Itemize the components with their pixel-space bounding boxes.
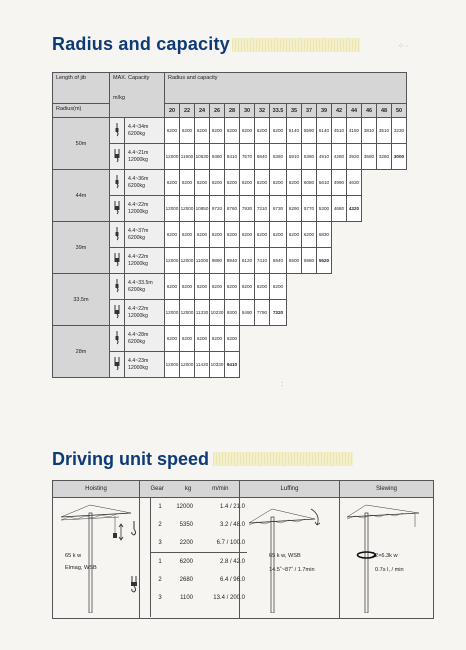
capacity-cell: 6200 [240,170,255,196]
empty-cell [317,300,332,326]
capacity-cell: 3920 [347,144,362,170]
capacity-cell: 7570 [240,144,255,170]
capacity-cell: 6200 [165,274,180,300]
capacity-cell: 10530 [195,144,210,170]
capacity-cell: 4680 [332,196,347,222]
capacity-cell: 6200 [180,170,195,196]
double-hook-icon [110,352,125,378]
load-max: 6200kg [128,338,146,345]
capacity-cell: 6200 [255,118,270,144]
capacity-cell: 4510 [332,118,347,144]
max-capacity-cell [125,326,165,352]
slew-speed: 0.7s l, / min [375,567,404,573]
capacity-cell: 12000 [165,248,180,274]
gear-kg-cell: 2200 [179,540,193,546]
capacity-cell: 6200 [195,274,210,300]
max-capacity-cell [125,300,165,326]
empty-cell [362,326,377,352]
hook-single-icon [129,521,139,537]
empty-cell [377,352,392,378]
empty-cell [392,326,407,352]
load-max: 6200kg [128,182,146,189]
radius-header-cell: 33.5 [270,104,287,118]
capacity-cell: 6200 [180,118,195,144]
gear-gear-cell: 3 [158,595,162,601]
header-gear: Gear [150,486,164,492]
capacity-cell: 5830 [317,222,332,248]
empty-cell [362,196,377,222]
load-range: 4.4~34m [128,123,149,130]
capacity-cell: 8490 [240,300,255,326]
capacity-cell: 10850 [195,196,210,222]
capacity-cell: 9720 [210,196,225,222]
header-mkg: m/kg [113,95,125,101]
single-hook-icon [110,170,125,196]
radius-header-cell: 46 [362,104,377,118]
capacity-cell: 6200 [255,274,270,300]
gear-mmin-cell: 6.4 / 96.0 [219,577,245,583]
load-range: 4.4~33.5m [128,279,153,286]
capacity-cell: 6200 [255,170,270,196]
header-hoisting: Hoisting [53,481,139,498]
empty-cell [362,300,377,326]
load-range: 4.4~22m [128,201,149,208]
header-radius: Radius(m) [53,104,110,118]
single-hook-icon [110,118,125,144]
max-capacity-cell [125,144,165,170]
empty-cell [392,170,407,196]
capacity-cell: 6200 [165,118,180,144]
gear-row [151,589,247,607]
empty-cell [332,222,347,248]
empty-cell [287,274,302,300]
capacity-cell: 12000 [180,300,195,326]
capacity-cell: 4320 [347,196,362,222]
empty-cell [302,326,317,352]
capacity-cell: 6200 [225,326,240,352]
capacity-cell: 6940 [270,248,287,274]
radius-header-cell: 50 [392,104,407,118]
empty-cell [392,300,407,326]
radius-header-cell: 42 [332,104,347,118]
jib-length-cell: 28m [53,326,110,378]
corner-mark: ⁘ · [398,43,409,50]
capacity-cell: 11330 [195,300,210,326]
empty-cell [302,352,317,378]
gear-speed-table [151,498,247,607]
hook-double-icon [129,576,139,594]
gear-mmin-cell: 13.4 / 200.0 [213,595,245,601]
radius-header-cell: 35 [287,104,302,118]
max-capacity-cell [125,170,165,196]
capacity-cell: 6200 [270,118,287,144]
capacity-cell: 6200 [180,274,195,300]
double-hook-icon [110,144,125,170]
load-max: 6200kg [128,234,146,241]
empty-cell [287,300,302,326]
jib-length-cell: 44m [53,170,110,222]
capacity-cell: 5520 [317,248,332,274]
max-capacity-cell [125,118,165,144]
load-range: 4.4~28m [128,331,149,338]
empty-cell [240,326,255,352]
capacity-cell: 7790 [255,300,270,326]
capacity-cell: 12000 [180,352,195,378]
capacity-cell: 6200 [210,274,225,300]
empty-cell [332,274,347,300]
empty-cell [392,352,407,378]
empty-cell [347,300,362,326]
load-max: 12000kg [128,156,148,163]
capacity-cell: 6200 [225,274,240,300]
gear-row [151,498,247,516]
empty-cell [287,326,302,352]
capacity-table [52,72,407,378]
empty-cell [377,326,392,352]
empty-cell [255,326,270,352]
section-decor-bar [213,452,353,466]
capacity-cell: 12000 [165,300,180,326]
capacity-cell: 4630 [347,170,362,196]
luff-power: 65 k w, WSB [269,553,301,559]
capacity-cell: 4990 [332,170,347,196]
capacity-cell: 11000 [195,248,210,274]
gear-row [151,534,247,553]
load-range: 4.4~21m [128,149,149,156]
load-range: 4.4~23m [128,357,149,364]
header-slewing: Slewing [340,481,433,498]
empty-cell [270,352,287,378]
empty-cell [302,274,317,300]
gear-kg-cell: 1100 [180,595,193,601]
capacity-cell: 11420 [195,352,210,378]
radius-header-cell: 32 [255,104,270,118]
gear-kg-cell: 6200 [169,553,195,572]
gear-gear-cell: 1 [158,504,162,510]
capacity-cell: 6200 [210,222,225,248]
load-range: 4.4~22m [128,253,149,260]
empty-cell [362,248,377,274]
radius-header-cell: 28 [225,104,240,118]
luff-speed: 14.5˚~87˚ / 1.7min [269,567,315,573]
capacity-cell: 11900 [180,144,195,170]
empty-cell [362,222,377,248]
capacity-cell: 6200 [195,118,210,144]
empty-cell [255,352,270,378]
radius-header-cell: 20 [165,104,180,118]
radius-header-cell: 22 [180,104,195,118]
capacity-cell: 6200 [180,326,195,352]
gear-kg-cell: 2680 [179,577,193,583]
capacity-cell: 6200 [270,170,287,196]
capacity-cell: 12000 [165,196,180,222]
gear-gear-cell: 1 [151,553,169,572]
capacity-cell: 9380 [210,144,225,170]
max-capacity-cell [125,222,165,248]
empty-cell [332,352,347,378]
empty-cell [332,326,347,352]
slew-power: 2×6.3k w [375,553,398,559]
header-mmin: m/min [212,486,229,492]
radius-header-cell: 30 [240,104,255,118]
capacity-cell: 4910 [317,144,332,170]
capacity-cell: 12000 [180,196,195,222]
max-capacity-cell [125,196,165,222]
radius-header-cell: 39 [317,104,332,118]
load-max: 6200kg [128,130,146,137]
capacity-cell: 6200 [165,222,180,248]
capacity-cell: 3580 [362,144,377,170]
capacity-cell: 6200 [255,222,270,248]
empty-cell [317,326,332,352]
gear-gear-cell: 2 [158,577,162,583]
empty-cell [332,248,347,274]
capacity-cell: 6200 [240,222,255,248]
hoist-type: Elmag, WSB [65,565,97,571]
capacity-cell: 6200 [240,118,255,144]
empty-cell [347,352,362,378]
capacity-cell: 6200 [225,118,240,144]
empty-cell [317,274,332,300]
empty-cell [377,222,392,248]
empty-cell [332,300,347,326]
gear-row [151,516,247,534]
header-length-of-jib: Length of jib [53,73,110,104]
empty-cell [377,300,392,326]
empty-cell [377,248,392,274]
double-hook-icon [110,300,125,326]
header-kg: kg [184,486,192,492]
load-max: 12000kg [128,208,148,215]
radius-header-cell: 37 [302,104,317,118]
capacity-cell: 6200 [225,170,240,196]
capacity-cell: 7930 [240,196,255,222]
empty-cell [377,274,392,300]
gear-mmin-cell: 2.8 / 42.0 [195,553,247,572]
capacity-cell: 3810 [362,118,377,144]
jib-length-cell: 39m [53,222,110,274]
capacity-cell: 6730 [270,196,287,222]
capacity-cell: 3280 [377,144,392,170]
jib-length-cell: 33.5m [53,274,110,326]
capacity-cell: 10330 [210,352,225,378]
empty-cell [347,248,362,274]
capacity-cell: 8120 [240,248,255,274]
capacity-cell: 6360 [270,144,287,170]
capacity-cell: 5770 [302,196,317,222]
radius-header-cell: 48 [377,104,392,118]
capacity-cell: 5380 [302,144,317,170]
capacity-cell: 6200 [195,326,210,352]
capacity-cell: 5610 [317,170,332,196]
empty-cell [392,274,407,300]
capacity-cell: 6290 [287,196,302,222]
max-capacity-cell [125,248,165,274]
capacity-cell: 10230 [210,300,225,326]
capacity-cell: 6200 [195,170,210,196]
capacity-cell: 5980 [302,248,317,274]
load-range: 4.4~37m [128,227,149,234]
capacity-cell: 6140 [287,118,302,144]
capacity-cell: 3230 [392,118,407,144]
capacity-cell: 5140 [317,118,332,144]
header-luffing: Luffing [240,481,339,498]
capacity-cell: 8940 [225,248,240,274]
capacity-cell: 9300 [225,300,240,326]
capacity-cell: 6200 [287,222,302,248]
load-max: 12000kg [128,364,148,371]
capacity-cell: 5300 [317,196,332,222]
page-title: Radius and capacity [52,34,230,54]
capacity-cell: 3510 [377,118,392,144]
capacity-cell: 12000 [165,352,180,378]
radius-header-cell: 26 [210,104,225,118]
empty-cell [362,352,377,378]
capacity-cell: 6840 [255,144,270,170]
section-title-driving: Driving unit speed [52,449,210,469]
capacity-cell: 9890 [210,248,225,274]
capacity-cell: 6200 [240,274,255,300]
capacity-cell: 9410 [225,352,240,378]
capacity-cell: 4150 [347,118,362,144]
title-decor-bar [232,38,360,52]
capacity-cell: 6200 [210,118,225,144]
empty-cell [392,196,407,222]
capacity-cell: 6200 [225,222,240,248]
gear-gear-cell: 3 [158,540,162,546]
gear-row [151,553,247,572]
capacity-cell: 6200 [195,222,210,248]
capacity-cell: 6500 [287,248,302,274]
load-range: 4.4~22m [128,305,149,312]
single-hook-icon [110,326,125,352]
gear-kg-cell: 12000 [176,504,193,510]
speck-mark: : [281,381,283,388]
capacity-cell: 7410 [255,248,270,274]
header-max-capacity: MAX. Capacity m/kg [110,73,165,118]
single-hook-icon [110,274,125,300]
driving-table [52,480,434,619]
capacity-cell: 12000 [180,248,195,274]
empty-cell [392,248,407,274]
gear-row [151,571,247,589]
double-hook-icon [110,196,125,222]
empty-cell [362,170,377,196]
empty-cell [302,300,317,326]
gear-mmin-cell: 1.4 / 21.0 [219,504,245,510]
empty-cell [347,274,362,300]
capacity-cell: 8410 [225,144,240,170]
empty-cell [392,222,407,248]
empty-cell [240,352,255,378]
max-capacity-cell [125,274,165,300]
empty-cell [317,352,332,378]
radius-header-cell: 44 [347,104,362,118]
capacity-cell: 6200 [210,326,225,352]
capacity-cell: 6080 [302,170,317,196]
capacity-cell: 6200 [270,274,287,300]
capacity-cell: 6200 [270,222,287,248]
empty-cell [362,274,377,300]
gear-gear-cell: 2 [158,522,162,528]
load-max: 12000kg [128,312,148,319]
capacity-cell: 6200 [165,170,180,196]
empty-cell [377,196,392,222]
capacity-cell: 7210 [255,196,270,222]
empty-cell [347,326,362,352]
radius-header-cell: 24 [195,104,210,118]
header-gear-row [140,481,239,498]
capacity-cell: 6200 [165,326,180,352]
single-hook-icon [110,222,125,248]
gear-mmin-cell: 3.2 / 48.0 [219,522,245,528]
max-capacity-cell [125,352,165,378]
jib-length-cell: 50m [53,118,110,170]
load-max: 6200kg [128,286,146,293]
capacity-cell: 5590 [302,118,317,144]
header-radius-and-capacity: Radius and capacity [165,73,407,104]
capacity-cell: 6200 [180,222,195,248]
capacity-cell: 4280 [332,144,347,170]
gear-kg-cell: 5350 [179,522,193,528]
empty-cell [347,222,362,248]
double-hook-icon [110,248,125,274]
empty-cell [287,352,302,378]
capacity-cell: 6200 [287,170,302,196]
capacity-cell: 6200 [210,170,225,196]
capacity-cell: 3000 [392,144,407,170]
capacity-cell: 12000 [165,144,180,170]
capacity-cell: 5910 [287,144,302,170]
load-max: 12000kg [128,260,148,267]
capacity-cell: 7320 [270,300,287,326]
hoist-power: 65 k w [65,553,82,559]
empty-cell [377,170,392,196]
capacity-cell: 6200 [302,222,317,248]
hook-cell [140,498,151,617]
load-range: 4.4~36m [128,175,149,182]
gear-mmin-cell: 6.7 / 100.0 [216,540,245,546]
empty-cell [270,326,287,352]
capacity-cell: 8760 [225,196,240,222]
